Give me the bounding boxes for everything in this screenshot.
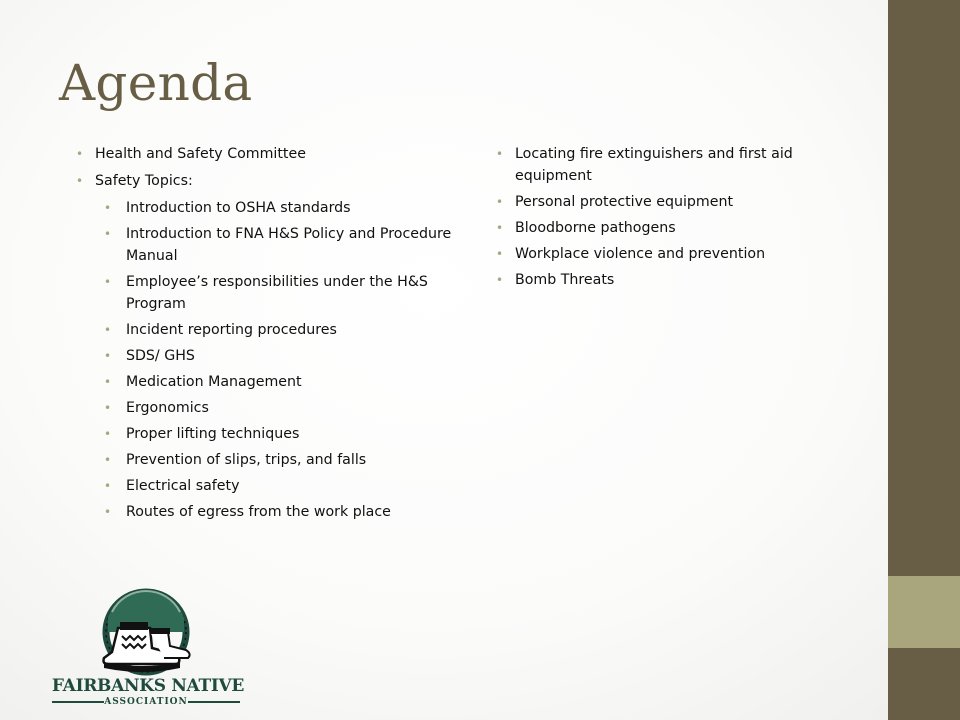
agenda-item: • Routes of egress from the work place xyxy=(76,501,464,523)
mukluk-emblem-icon xyxy=(46,588,246,680)
agenda-item: • Personal protective equipment xyxy=(496,191,826,213)
agenda-item: • Ergonomics xyxy=(76,397,464,419)
logo-subtitle: ASSOCIATION xyxy=(104,697,188,707)
agenda-item: • Incident reporting procedures xyxy=(76,319,464,341)
agenda-item: • Proper lifting techniques xyxy=(76,423,464,445)
agenda-item: • Medication Management xyxy=(76,371,464,393)
side-bar-middle xyxy=(888,576,960,648)
logo-feather-right xyxy=(188,701,240,703)
agenda-item: • Bloodborne pathogens xyxy=(496,217,826,239)
agenda-item: • Electrical safety xyxy=(76,475,464,497)
slide-title: Agenda xyxy=(59,54,253,112)
agenda-list-right xyxy=(496,143,826,295)
fna-logo xyxy=(46,588,246,712)
agenda-item: • Bomb Threats xyxy=(496,269,826,291)
agenda-item: • Safety Topics: xyxy=(76,170,464,192)
agenda-item: • Introduction to OSHA standards xyxy=(76,197,464,219)
logo-name: FAIRBANKS NATIVE xyxy=(51,676,245,696)
agenda-item: • Health and Safety Committee xyxy=(76,143,464,165)
side-bar-top xyxy=(888,0,960,576)
agenda-item: • Locating fire extinguishers and first aid equipment xyxy=(496,143,826,187)
agenda-item: • Workplace violence and prevention xyxy=(496,243,826,265)
agenda-item: • Prevention of slips, trips, and falls xyxy=(76,449,464,471)
agenda-item: • Employee’s responsibilities under the H&S Program xyxy=(76,271,464,315)
agenda-item: • SDS/ GHS xyxy=(76,345,464,367)
agenda-list-left xyxy=(76,143,464,527)
side-bar-bottom xyxy=(888,648,960,720)
agenda-item: • Introduction to FNA H&S Policy and Procedure Manual xyxy=(76,223,464,267)
